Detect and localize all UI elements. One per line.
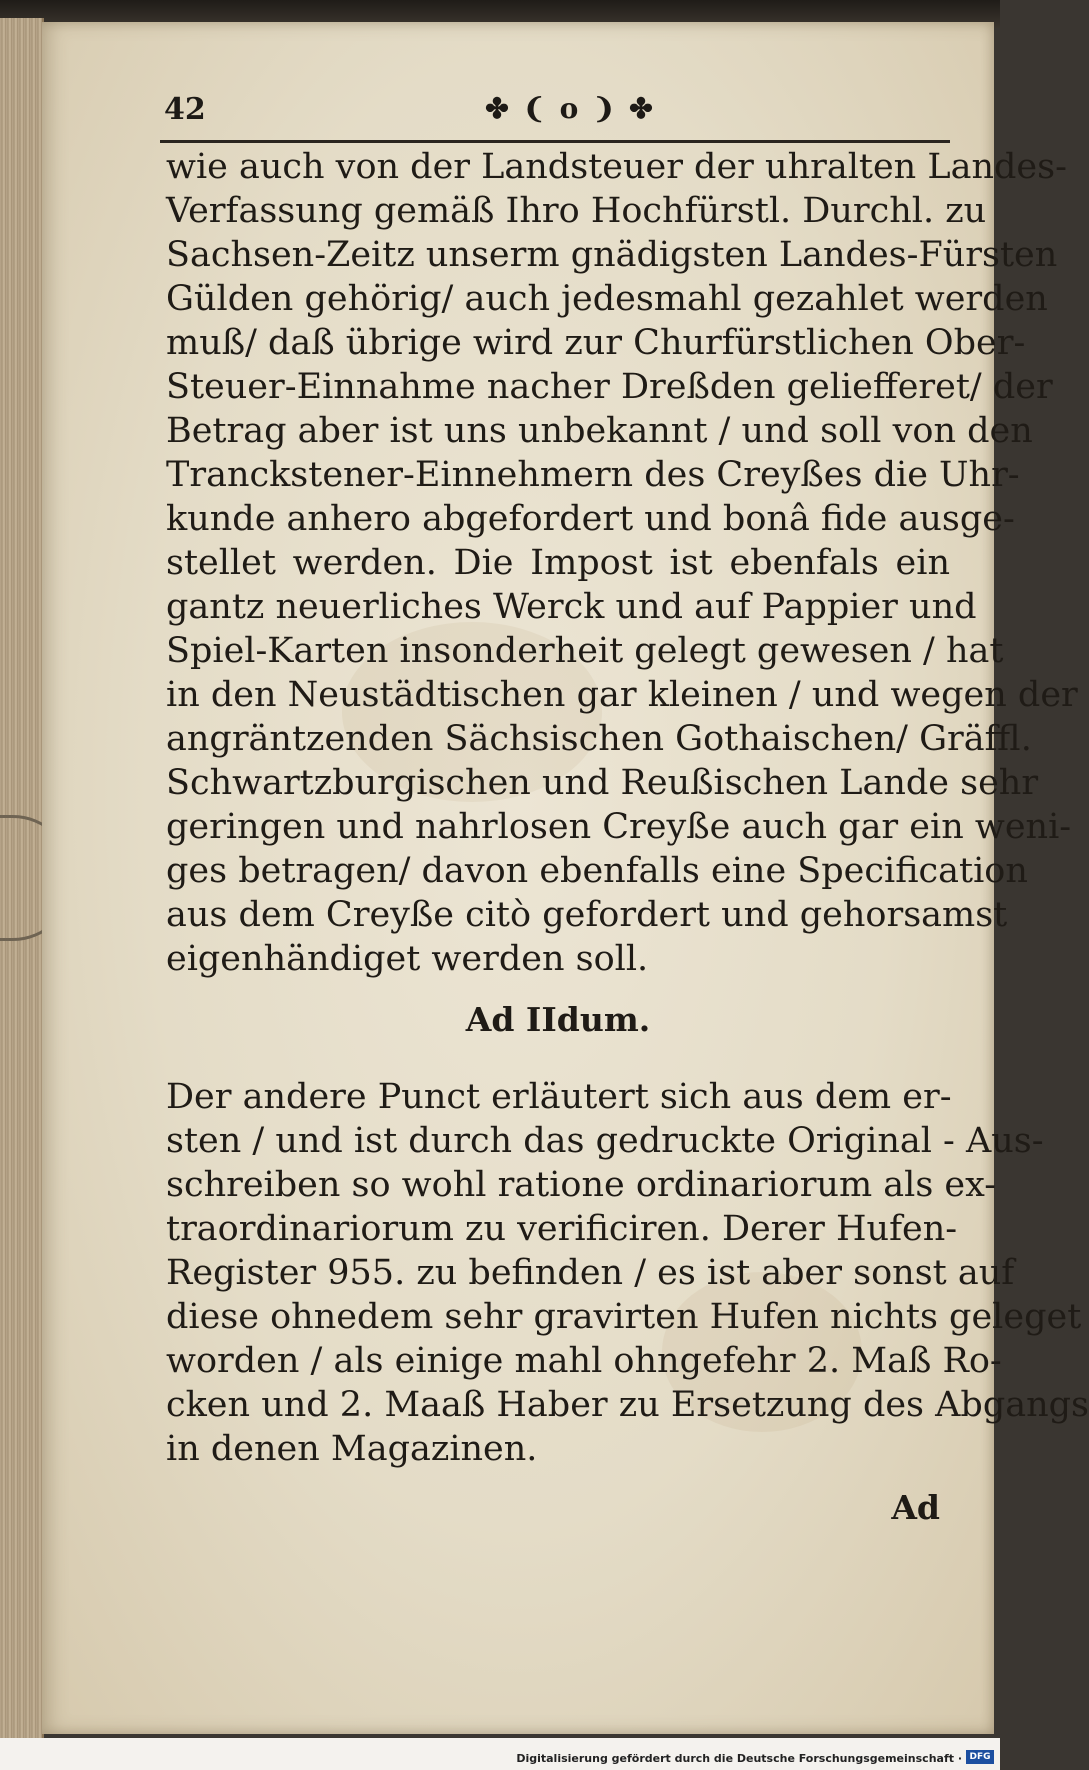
page-number: 42 bbox=[164, 92, 206, 127]
text-line: angräntzenden Sächsischen Gothaischen/ Gräffl. bbox=[166, 719, 1032, 759]
text-line: ges betragen/ davon ebenfalls eine Specification bbox=[166, 851, 1028, 891]
text-line: muß/ daß übrige wird zur Churfürstlichen Ober- bbox=[166, 323, 1026, 363]
text-line: geringen und nahrlosen Creyße auch gar ein weni- bbox=[166, 807, 1072, 847]
text-line: Register 955. zu befinden / es ist aber sonst auf bbox=[166, 1253, 1015, 1293]
text-line: in denen Magazinen. bbox=[166, 1429, 538, 1469]
text-line: worden / als einige mahl ohngefehr 2. Maß Ro- bbox=[166, 1341, 1002, 1381]
text-line: kunde anhero abgefordert und bonâ fide ausge- bbox=[166, 499, 1015, 539]
dfg-logo-icon: DFG bbox=[966, 1750, 994, 1764]
text-line: eigenhändiget werden soll. bbox=[166, 939, 649, 979]
header-rule bbox=[160, 140, 950, 143]
digitization-credit: Digitalisierung gefördert durch die Deutsche Forschungsgemeinschaft · bbox=[516, 1752, 962, 1765]
text-line: gantz neuerliches Werck und auf Pappier und bbox=[166, 587, 977, 627]
text-line: cken und 2. Maaß Haber zu Ersetzung des Abgangs bbox=[166, 1385, 1089, 1425]
paragraph-1 bbox=[166, 145, 1078, 981]
text-line: schreiben so wohl ratione ordinariorum als ex- bbox=[166, 1165, 997, 1205]
text-line: Schwartzburgischen und Reußischen Lande sehr bbox=[166, 763, 1039, 803]
text-line: stellet werden. Die Impost ist ebenfals ein bbox=[166, 543, 950, 583]
text-line: Sachsen-Zeitz unserm gnädigsten Landes-Fürsten bbox=[166, 235, 1058, 275]
catchword: Ad bbox=[891, 1488, 940, 1527]
text-line: Tranckstener-Einnehmern des Creyßes die Uhr- bbox=[166, 455, 1020, 495]
text-line: Spiel-Karten insonderheit gelegt gewesen / hat bbox=[166, 631, 1004, 671]
text-line: Gülden gehörig/ auch jedesmahl gezahlet werden bbox=[166, 279, 1048, 319]
text-line: sten / und ist durch das gedruckte Original - Aus- bbox=[166, 1121, 1044, 1161]
text-line: Der andere Punct erläutert sich aus dem er- bbox=[166, 1077, 952, 1117]
text-line: traordinariorum zu verificiren. Derer Hufen- bbox=[166, 1209, 958, 1249]
section-heading: Ad IIdum. bbox=[465, 1000, 651, 1039]
text-line: Betrag aber ist uns unbekannt / und soll von den bbox=[166, 411, 1033, 451]
text-line: Verfassung gemäß Ihro Hochfürstl. Durchl. zu bbox=[166, 191, 987, 231]
text-line: Steuer-Einnahme nacher Dreßden geliefferet/ der bbox=[166, 367, 1053, 407]
header-ornament: ✤ ❨ o ❩ ✤ bbox=[485, 92, 655, 125]
text-line: diese ohnedem sehr gravirten Hufen nichts geleget bbox=[166, 1297, 1082, 1337]
paragraph-2 bbox=[166, 1075, 1089, 1471]
text-line: aus dem Creyße citò gefordert und gehorsamst bbox=[166, 895, 1008, 935]
text-line: in den Neustädtischen gar kleinen / und wegen der bbox=[166, 675, 1078, 715]
text-line: wie auch von der Landsteuer der uhralten Landes- bbox=[166, 147, 1067, 187]
